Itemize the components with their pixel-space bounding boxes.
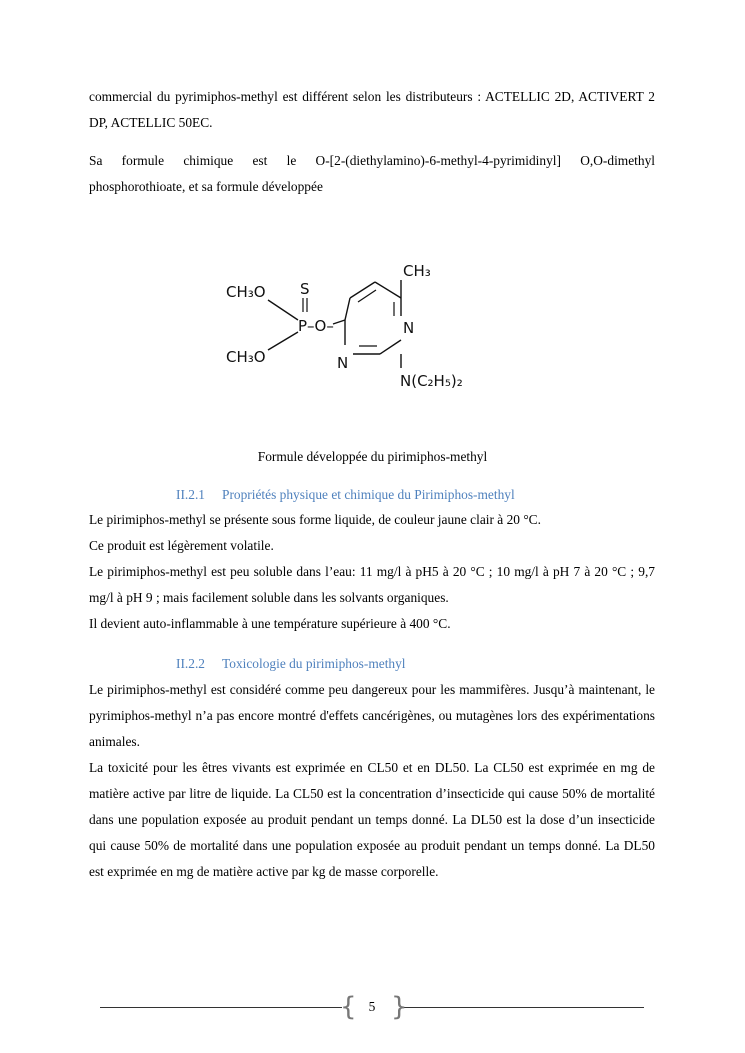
methoxy-label-top: CH₃O (226, 283, 266, 301)
section-heading-toxicology (176, 654, 406, 674)
structural-formula (220, 250, 480, 405)
page-bracket-right: } (391, 992, 408, 1022)
property-line: Le pirimiphos-methyl se présente sous forme liquide, de couleur jaune clair à 20 °C. (89, 512, 541, 527)
formula-caption: Formule développée du pirimiphos-methyl (257, 449, 488, 464)
diethylamino-label: N(C₂H₅)₂ (400, 372, 463, 390)
paragraph-formula-intro: Sa formule chimique est le O-[2-(diethylamino)-6-methyl-4-pyrimidinyl] O,O-dimethyl phosphorothioate, et sa formule développée (89, 153, 655, 194)
toxicology-paragraph: Le pirimiphos-methyl est considéré comme peu dangereux pour les mammifères. Jusqu’à maintenant, le pyrimiphos-methyl n’a pas encore montré d'effets cancérigènes, ou mutagènes lors des expérimentations animales. (89, 682, 655, 749)
footer-rule-left (100, 1007, 342, 1008)
sulfur-label: S (300, 280, 310, 298)
property-line: Il devient auto-inflammable à une température supérieure à 400 °C. (89, 616, 451, 631)
section-title: Toxicologie du pirimiphos-methyl (222, 656, 406, 671)
ring-bond (345, 298, 350, 320)
property-line: Le pirimiphos-methyl est peu soluble dans l’eau: 11 mg/l à pH5 à 20 °C ; 10 mg/l à pH 7 à 20 °C ; 9,7 mg/l à pH 9 ; mais facilement soluble dans les solvants organiques. (89, 564, 655, 605)
property-line: Ce produit est légèrement volatile. (89, 538, 274, 553)
paragraph-distributors: commercial du pyrimiphos-methyl est différent selon les distributeurs : ACTELLIC 2D, ACTIVERT 2 DP, ACTELLIC 50EC. (89, 89, 655, 130)
o-ring-bond (333, 320, 345, 324)
footer-rule-right (402, 1007, 644, 1008)
ring-bond (350, 282, 375, 298)
section-number: II.2.2 (176, 656, 206, 671)
section-title: Propriétés physique et chimique du Pirimiphos-methyl (222, 487, 515, 502)
page-number: 5 (368, 999, 376, 1014)
ring-bond (380, 340, 401, 354)
methoxy-label-bottom: CH₃O (226, 348, 266, 366)
section-number: II.2.1 (176, 487, 206, 502)
ring-nitrogen-right: N (403, 319, 415, 337)
ring-nitrogen-left: N (337, 354, 349, 372)
toxicity-paragraph: La toxicité pour les êtres vivants est exprimée en CL50 et en DL50. La CL50 est exprimée en mg de matière active par litre de liquide. La CL50 est la concentration d’insecticide qui cause 50% de mortalité dans une population exposée au produit pendant un temps donné. La DL50 est la dose d’un insecticide qui cause 50% de mortalité dans une population exposée au produit pendant un temps donné. La DL50 est exprimée en mg de matière active par kg de masse corporelle. (89, 760, 655, 879)
methyl-label: CH₃ (403, 262, 431, 280)
methoxy-bond-bottom (268, 332, 298, 350)
section-heading-properties (176, 485, 515, 505)
phosphorus-oxygen-label: P–O– (298, 317, 334, 335)
page-bracket-left: { (340, 992, 357, 1022)
methoxy-bond-top (268, 300, 298, 320)
ring-bond (375, 282, 401, 298)
